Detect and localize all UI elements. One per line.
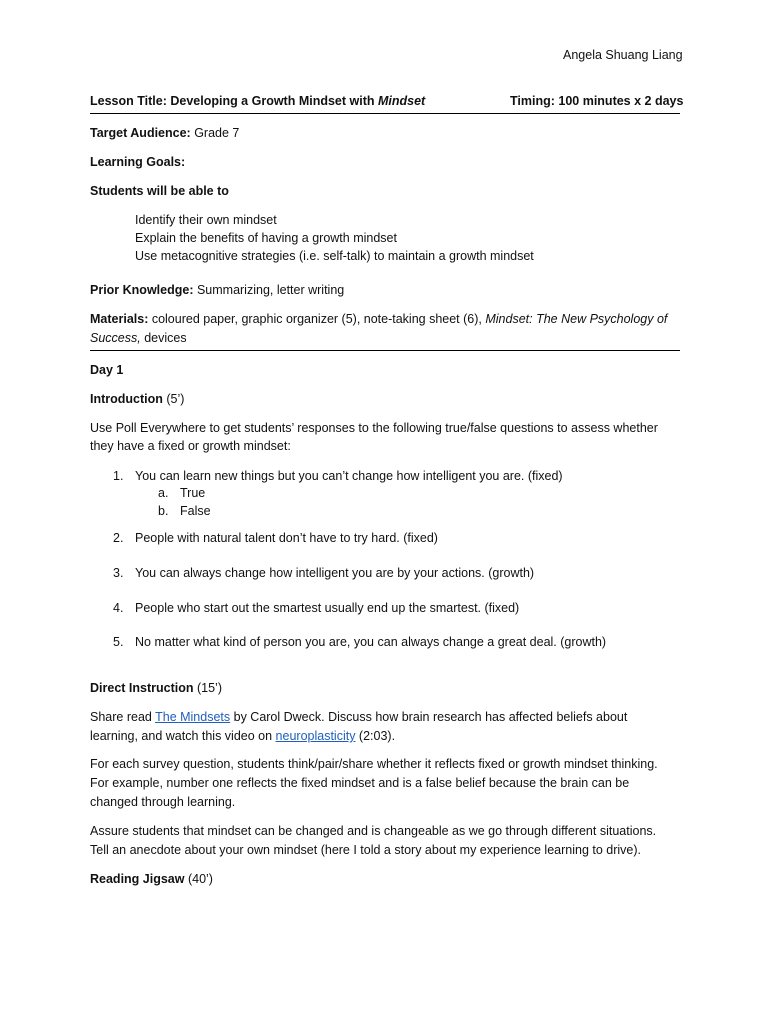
question-item: 3. You can always change how intelligent you are by your actions. (growth) bbox=[113, 566, 535, 580]
direct-instruction-p3: Assure students that mindset can be changed and is changeable as we go through different situations. bbox=[90, 824, 657, 838]
direct-instruction-p1: Share read The Mindsets by Carol Dweck. Discuss how brain research has affected beliefs about bbox=[90, 710, 628, 724]
option-item: b. False bbox=[158, 504, 211, 518]
learning-goal-item: Use metacognitive strategies (i.e. self-talk) to maintain a growth mindset bbox=[135, 249, 534, 263]
prior-knowledge: Prior Knowledge: Summarizing, letter writing bbox=[90, 283, 345, 297]
question-item: 5. No matter what kind of person you are, you can always change a great deal. (growth) bbox=[113, 635, 607, 649]
the-mindsets-link[interactable]: The Mindsets bbox=[155, 710, 231, 724]
timing: Timing: 100 minutes x 2 days bbox=[510, 94, 684, 108]
question-item: 2. People with natural talent don’t have to try hard. (fixed) bbox=[113, 531, 438, 545]
author-name: Angela Shuang Liang bbox=[563, 48, 683, 62]
question-item: 1. You can learn new things but you can’t change how intelligent you are. (fixed) bbox=[113, 469, 563, 483]
learning-goals-intro: Students will be able to bbox=[90, 184, 229, 198]
materials: Materials: coloured paper, graphic organizer (5), note-taking sheet (6), Mindset: The New Psychology of bbox=[90, 312, 668, 326]
lesson-title-book: Mindset bbox=[378, 94, 426, 108]
introduction-text: they have a fixed or growth mindset: bbox=[90, 439, 291, 453]
option-item: a. True bbox=[158, 486, 206, 500]
header-rule bbox=[90, 113, 680, 114]
learning-goals-heading: Learning Goals: bbox=[90, 155, 186, 169]
introduction-text: Use Poll Everywhere to get students’ responses to the following true/false questions to assess whether bbox=[90, 421, 658, 435]
target-audience: Target Audience: Grade 7 bbox=[90, 126, 240, 140]
lesson-title bbox=[90, 94, 425, 108]
direct-instruction-p2: For example, number one reflects the fixed mindset and is a false belief because the brain can be bbox=[90, 776, 630, 790]
direct-instruction-p2: For each survey question, students think/pair/share whether it reflects fixed or growth mindset thinking. bbox=[90, 757, 658, 771]
day-heading: Day 1 bbox=[90, 363, 124, 377]
introduction-heading: Introduction (5’) bbox=[90, 392, 185, 406]
reading-jigsaw-heading: Reading Jigsaw (40’) bbox=[90, 872, 213, 886]
learning-goal-item: Explain the benefits of having a growth mindset bbox=[135, 231, 397, 245]
lesson-title-label: Lesson Title: Developing a Growth Mindset with bbox=[90, 94, 378, 108]
direct-instruction-p3: Tell an anecdote about your own mindset (here I told a story about my experience learning to drive). bbox=[90, 843, 642, 857]
learning-goal-item: Identify their own mindset bbox=[135, 213, 277, 227]
neuroplasticity-link[interactable]: neuroplasticity bbox=[275, 729, 356, 743]
question-item: 4. People who start out the smartest usually end up the smartest. (fixed) bbox=[113, 601, 520, 615]
materials-rule bbox=[90, 350, 680, 351]
direct-instruction-heading: Direct Instruction (15’) bbox=[90, 681, 222, 695]
direct-instruction-p1-line2: learning, and watch this video on neuroplasticity (2:03). bbox=[90, 729, 396, 743]
direct-instruction-p2: changed through learning. bbox=[90, 795, 236, 809]
materials-cont: Success, devices bbox=[90, 331, 187, 345]
